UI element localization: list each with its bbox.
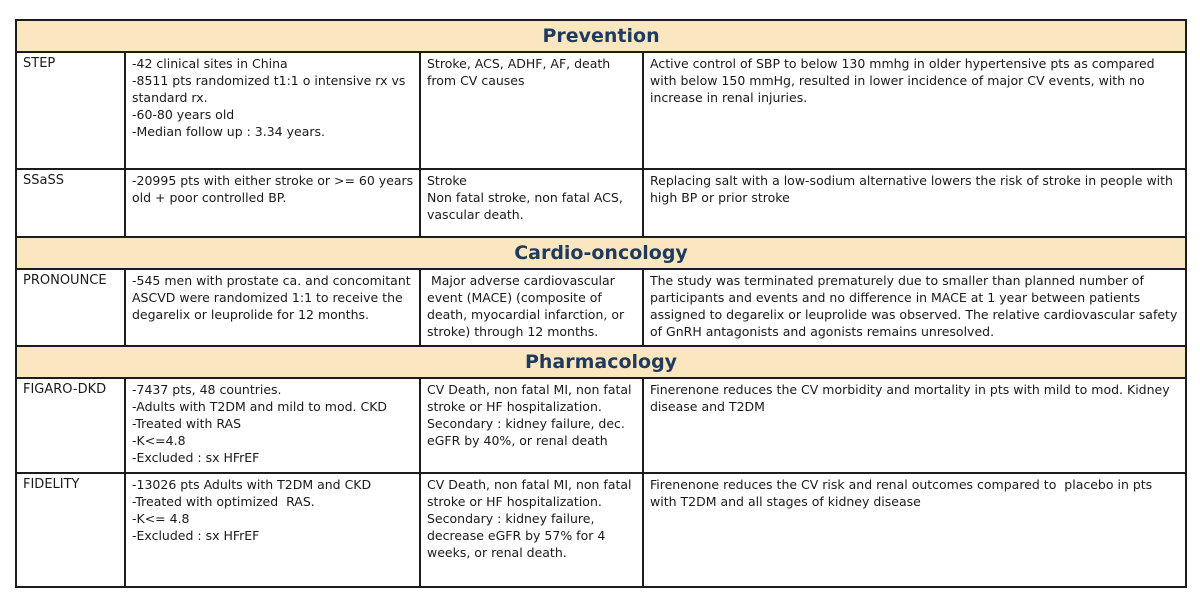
endpoint-line: CV Death, non fatal MI, non fatal stroke or HF hospitalization. xyxy=(427,382,636,414)
design-line: -Median follow up : 3.34 years. xyxy=(132,124,325,139)
endpoint-line: CV Death, non fatal MI, non fatal stroke or HF hospitalization. xyxy=(427,477,636,509)
section-title-pharmacology: Pharmacology xyxy=(16,346,1186,378)
design-line: -Excluded : sx HFrEF xyxy=(132,528,260,543)
endpoint-line: Secondary : kidney failure, decrease eGFR by 57% for 4 weeks, or renal death. xyxy=(427,511,610,560)
endpoint-line: Secondary : kidney failure, dec. eGFR by 40%, or renal death xyxy=(427,416,629,448)
design-line: -Adults with T2DM and mild to mod. CKD xyxy=(132,399,388,414)
trial-name: SSaSS xyxy=(16,169,125,237)
endpoint-line: Non fatal stroke, non fatal ACS, vascular death. xyxy=(427,190,627,222)
design-cell xyxy=(125,378,420,473)
design-line: -13026 pts Adults with T2DM and CKD xyxy=(132,477,372,492)
design-line: -K<=4.8 xyxy=(132,433,186,448)
conclusion-text: The study was terminated prematurely due to smaller than planned number of participants and events and no difference in MACE at 1 year between patients assigned to degarelix or leuprolide was observed. The relative cardiovascular safety of GnRH antagonists and agonists remains unresolved. xyxy=(650,273,1182,339)
design-cell xyxy=(125,52,420,169)
conclusion-text: Replacing salt with a low-sodium alternative lowers the risk of stroke in people with high BP or prior stroke xyxy=(650,173,1177,205)
design-line: -K<= 4.8 xyxy=(132,511,190,526)
conclusion-cell xyxy=(643,378,1186,473)
conclusion-cell xyxy=(643,52,1186,169)
section-title-prevention: Prevention xyxy=(16,20,1186,52)
trials-table-container xyxy=(15,19,1185,588)
conclusion-cell xyxy=(643,269,1186,346)
conclusion-text: Active control of SBP to below 130 mmhg in older hypertensive pts as compared with below 150 mmHg, resulted in lower incidence of major CV events, with no increase in renal injuries. xyxy=(650,56,1159,105)
design-line: -60-80 years old xyxy=(132,107,235,122)
table-row xyxy=(16,269,1186,346)
design-cell xyxy=(125,473,420,587)
design-line: -Excluded : sx HFrEF xyxy=(132,450,260,465)
table-row xyxy=(16,473,1186,587)
design-cell xyxy=(125,269,420,346)
conclusion-text: Finerenone reduces the CV morbidity and mortality in pts with mild to mod. Kidney disease and T2DM xyxy=(650,382,1174,414)
section-header-row xyxy=(16,346,1186,378)
section-header-row xyxy=(16,20,1186,52)
design-line: -8511 pts randomized t1:1 o intensive rx vs standard rx. xyxy=(132,73,410,105)
trial-name: STEP xyxy=(16,52,125,169)
conclusion-cell xyxy=(643,169,1186,237)
endpoint-line: Major adverse cardiovascular event (MACE) (composite of death, myocardial infarction, or stroke) through 12 months. xyxy=(427,273,629,339)
design-line: -20995 pts with either stroke or >= 60 years old + poor controlled BP. xyxy=(132,173,418,205)
endpoint-line: Stroke, ACS, ADHF, AF, death from CV causes xyxy=(427,56,615,88)
trial-name: PRONOUNCE xyxy=(16,269,125,346)
design-line: -Treated with optimized RAS. xyxy=(132,494,315,509)
design-line: -545 men with prostate ca. and concomitant ASCVD were randomized 1:1 to receive the degarelix or leuprolide for 12 months. xyxy=(132,273,415,322)
trial-name: FIDELITY xyxy=(16,473,125,587)
conclusion-text: Firenenone reduces the CV risk and renal outcomes compared to placebo in pts with T2DM and all stages of kidney disease xyxy=(650,477,1157,509)
endpoint-line: Stroke xyxy=(427,173,467,188)
endpoints-cell xyxy=(420,269,643,346)
design-line: -7437 pts, 48 countries. xyxy=(132,382,282,397)
endpoints-cell xyxy=(420,169,643,237)
endpoints-cell xyxy=(420,378,643,473)
endpoints-cell xyxy=(420,473,643,587)
table-row xyxy=(16,169,1186,237)
table-row xyxy=(16,52,1186,169)
section-header-row xyxy=(16,237,1186,269)
table-row xyxy=(16,378,1186,473)
conclusion-cell xyxy=(643,473,1186,587)
design-cell xyxy=(125,169,420,237)
trial-name: FIGARO-DKD xyxy=(16,378,125,473)
endpoints-cell xyxy=(420,52,643,169)
design-line: -42 clinical sites in China xyxy=(132,56,288,71)
trials-table xyxy=(15,19,1187,588)
design-line: -Treated with RAS xyxy=(132,416,242,431)
section-title-cardio-oncology: Cardio-oncology xyxy=(16,237,1186,269)
